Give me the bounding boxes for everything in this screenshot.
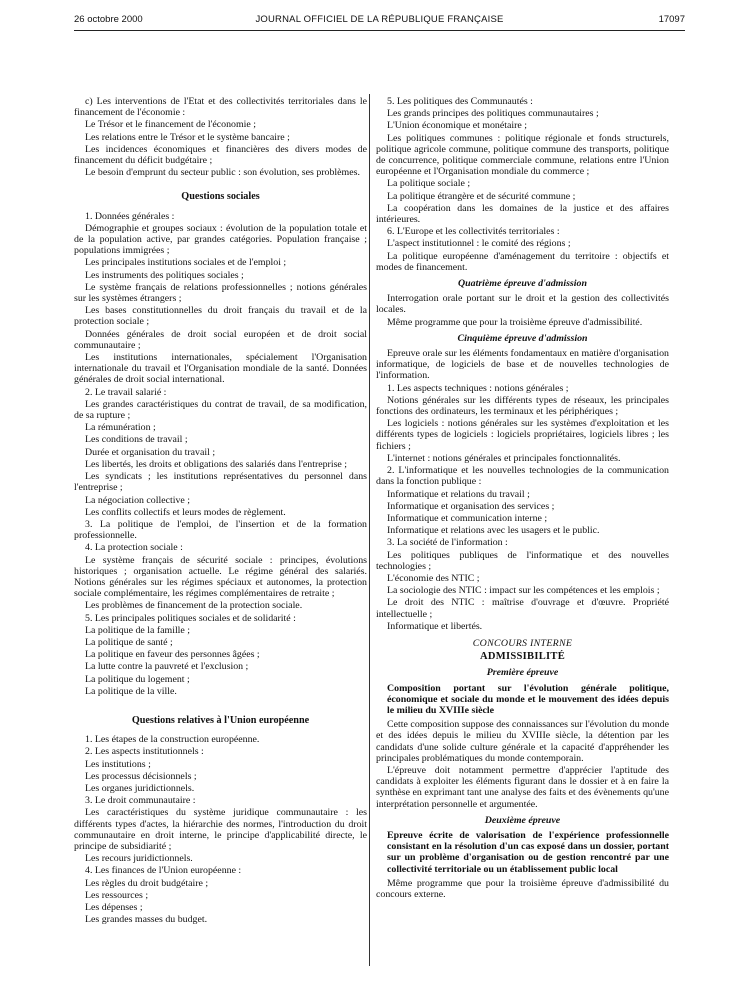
paragraph: La sociologie des NTIC : impact sur les compétences et les emplois ; bbox=[387, 585, 660, 597]
paragraph: Les politiques communes : politique régionale et fonds structurels, politique agricole commune, politique commune des transports, politique de concurrence, politique commerciale commune, relations entre l'Union européenne et l'Organisation mondiale du commerce ; bbox=[376, 132, 669, 178]
paragraph: L'aspect institutionnel : le comité des régions ; bbox=[387, 238, 571, 250]
paragraph: La politique du logement ; bbox=[85, 673, 190, 685]
section-heading: ADMISSIBILITÉ bbox=[479, 651, 565, 663]
paragraph: Les grandes masses du budget. bbox=[85, 914, 208, 926]
paragraph: Démographie et groupes sociaux : évolution de la population totale et de la population active, par grandes catégories. Population française ; populations immigrées ; bbox=[74, 222, 367, 257]
paragraph: Les dépenses ; bbox=[85, 902, 143, 913]
paragraph: Les recours juridictionnels. bbox=[85, 853, 193, 865]
paragraph: Les logiciels : notions générales sur les systèmes d'exploitation et les différents types de logiciels : logiciels propriétaires, logiciels libres ; les fichiers ; bbox=[376, 418, 669, 452]
paragraph: Les principales institutions sociales et de l'emploi ; bbox=[85, 257, 287, 269]
paragraph: 4. Les finances de l'Union européenne : bbox=[85, 865, 242, 877]
paragraph: Les ressources ; bbox=[85, 889, 149, 901]
paragraph: La politique européenne d'aménagement du territoire : objectifs et modes de financement. bbox=[376, 250, 669, 273]
paragraph: La politique de la ville. bbox=[85, 685, 177, 697]
paragraph: Epreuve orale sur les éléments fondamentaux en matière d'organisation informatique, de logiciels de base et de nouvelles technologies de l'information. bbox=[376, 348, 669, 382]
paragraph: Durée et organisation du travail ; bbox=[85, 446, 216, 458]
exam-title: Epreuve écrite de valorisation de l'expérience professionnelle consistant en la résolution d'un cas exposé dans un dossier, portant sur un problème d'organisation ou de gestion rencontré par une collectivité territoriale ou un établissement public local bbox=[387, 829, 669, 875]
section-heading: Questions relatives à l'Union européenne bbox=[131, 714, 310, 726]
paragraph: 2. Les aspects institutionnels : bbox=[85, 746, 204, 758]
paragraph: La politique étrangère et de sécurité commune ; bbox=[387, 190, 576, 202]
paragraph: 3. La politique de l'emploi, de l'insertion et de la formation professionnelle. bbox=[74, 518, 367, 542]
paragraph: 2. L'informatique et les nouvelles technologies de la communication dans la fonction publique : bbox=[376, 465, 669, 488]
header-date: 26 octobre 2000 bbox=[74, 14, 143, 25]
paragraph: La lutte contre la pauvreté et l'exclusion ; bbox=[85, 661, 249, 673]
paragraph: 5. Les politiques des Communautés : bbox=[387, 96, 533, 107]
paragraph: L'Union économique et monétaire ; bbox=[387, 120, 527, 132]
header-page-number: 17097 bbox=[658, 14, 685, 25]
paragraph: Même programme que pour la troisième épreuve d'admissibilité. bbox=[387, 316, 643, 328]
paragraph: 2. Le travail salarié : bbox=[85, 386, 167, 398]
paragraph: La négociation collective ; bbox=[85, 494, 191, 506]
paragraph: 3. La société de l'information : bbox=[387, 537, 508, 549]
paragraph: L'internet : notions générales et principales fonctionnalités. bbox=[387, 452, 621, 464]
paragraph: Les conflits collectifs et leurs modes de règlement. bbox=[85, 506, 286, 518]
paragraph: 3. Le droit communautaire : bbox=[85, 795, 196, 807]
section-heading: CONCOURS INTERNE bbox=[472, 637, 573, 649]
paragraph: Les institutions internationales, spécialement l'Organisation internationale du travail et l'Organisation mondiale de la santé. Données générales de droit social international. bbox=[74, 352, 367, 386]
paragraph: Les bases constitutionnelles du droit français du travail et de la protection sociale ; bbox=[74, 305, 367, 328]
paragraph: Interrogation orale portant sur le droit et la gestion des collectivités locales. bbox=[376, 293, 669, 316]
paragraph: Les caractéristiques du système juridique communautaire : les différents types d'actes, la hiérarchie des normes, l'introduction du droit communautaire en droit interne, le principe d'applicabilité directe, le principe de subsidiarité ; bbox=[74, 807, 367, 852]
paragraph: Informatique et libertés. bbox=[387, 620, 483, 632]
section-heading: Cinquième épreuve d'admission bbox=[457, 332, 588, 344]
paragraph: 1. Les aspects techniques : notions générales ; bbox=[387, 382, 569, 394]
paragraph: La rémunération ; bbox=[85, 422, 156, 434]
paragraph: Les relations entre le Trésor et le système bancaire ; bbox=[85, 131, 290, 143]
paragraph: Les problèmes de financement de la protection sociale. bbox=[85, 600, 303, 612]
exam-title: Composition portant sur l'évolution générale politique, économique et sociale du monde et le mouvement des idées depuis le milieu du XVIIIe siècle bbox=[387, 682, 669, 716]
paragraph: Informatique et organisation des services ; bbox=[387, 500, 555, 512]
paragraph: Le besoin d'emprunt du secteur public : son évolution, ses problèmes. bbox=[85, 167, 360, 179]
paragraph: La politique sociale ; bbox=[387, 178, 471, 190]
section-heading: Première épreuve bbox=[486, 667, 559, 679]
paragraph: Les instruments des politiques sociales ; bbox=[85, 269, 244, 281]
paragraph: L'économie des NTIC ; bbox=[387, 572, 480, 584]
paragraph: Les grandes caractéristiques du contrat de travail, de sa modification, de sa rupture ; bbox=[74, 398, 367, 422]
paragraph: Les syndicats ; les institutions représentatives du personnel dans l'entreprise ; bbox=[74, 471, 367, 494]
paragraph: Le Trésor et le financement de l'économie ; bbox=[85, 119, 256, 131]
paragraph: Les organes juridictionnels. bbox=[85, 782, 195, 794]
paragraph: Les incidences économiques et financières des divers modes de financement du déficit budgétaire ; bbox=[74, 143, 367, 167]
paragraph: Les libertés, les droits et obligations des salariés dans l'entreprise ; bbox=[85, 458, 348, 470]
section-heading: Questions sociales bbox=[181, 191, 260, 203]
paragraph: La politique de santé ; bbox=[85, 636, 173, 648]
paragraph: Le système français de sécurité sociale : principes, évolutions historiques ; organisation actuelle. Le régime général des salariés. Notions générales sur les régimes spéciaux et autonomes, la protection sociale complémentaire, les régimes complémentaires de retraite ; bbox=[74, 554, 367, 600]
header-journal-title: JOURNAL OFFICIEL DE LA RÉPUBLIQUE FRANÇAISE bbox=[255, 14, 504, 25]
paragraph: L'épreuve doit notamment permettre d'apprécier l'aptitude des candidats à exploiter les éléments figurant dans le dossier et à en faire la synthèse en exprimant tant une analyse des faits et des évènements qu'une interprétation personnelle et argumentée. bbox=[376, 764, 669, 810]
right-column bbox=[376, 96, 669, 901]
paragraph: Le système français de relations professionnelles ; notions générales sur les systèmes étrangers ; bbox=[74, 281, 367, 305]
paragraph: Informatique et relations avec les usagers et le public. bbox=[387, 525, 600, 537]
paragraph: Informatique et relations du travail ; bbox=[387, 488, 530, 500]
paragraph: 4. La protection sociale : bbox=[85, 542, 183, 554]
paragraph: Informatique et communication interne ; bbox=[387, 512, 548, 524]
paragraph: 5. Les principales politiques sociales et de solidarité : bbox=[85, 612, 296, 624]
paragraph: Les politiques publiques de l'informatique et des nouvelles technologies ; bbox=[376, 549, 669, 572]
paragraph: Les institutions ; bbox=[85, 758, 151, 770]
paragraph: Les règles du droit budgétaire ; bbox=[85, 877, 209, 889]
paragraph: Le droit des NTIC : maîtrise d'ouvrage et d'œuvre. Propriété intellectuelle ; bbox=[376, 597, 669, 620]
header-rule bbox=[74, 30, 685, 31]
paragraph: Cette composition suppose des connaissances sur l'évolution du monde et des idées depuis le milieu du XVIIIe siècle, la détention par les candidats d'une solide culture générale et la capacité d'appréhender les principales problématiques du monde contemporain. bbox=[376, 719, 669, 764]
column-divider bbox=[369, 94, 370, 966]
section-heading: Deuxième épreuve bbox=[484, 814, 561, 826]
paragraph: Données générales de droit social européen et de droit social communautaire ; bbox=[74, 328, 367, 351]
running-header bbox=[74, 14, 685, 28]
paragraph: Les grands principes des politiques communautaires ; bbox=[387, 108, 599, 120]
left-column bbox=[74, 96, 367, 926]
section-heading: Quatrième épreuve d'admission bbox=[458, 278, 587, 290]
paragraph: Les processus décisionnels ; bbox=[85, 770, 197, 782]
paragraph: 1. Les étapes de la construction européenne. bbox=[85, 734, 260, 746]
paragraph: 6. L'Europe et les collectivités territoriales : bbox=[387, 226, 560, 238]
paragraph: Les conditions de travail ; bbox=[85, 434, 188, 446]
paragraph: La coopération dans les domaines de la justice et des affaires intérieures. bbox=[376, 202, 669, 226]
paragraph: Même programme que pour la troisième épreuve d'admissibilité du concours externe. bbox=[376, 877, 669, 900]
paragraph: La politique en faveur des personnes âgées ; bbox=[85, 649, 260, 661]
paragraph: 1. Données générales : bbox=[85, 210, 175, 222]
paragraph: Notions générales sur les différents types de réseaux, les principales fonctions des ordinateurs, les terminaux et les périphériques ; bbox=[376, 394, 669, 418]
paragraph: La politique de la famille ; bbox=[85, 624, 191, 636]
paragraph: c) Les interventions de l'Etat et des collectivités territoriales dans le financement de l'économie : bbox=[74, 96, 367, 119]
